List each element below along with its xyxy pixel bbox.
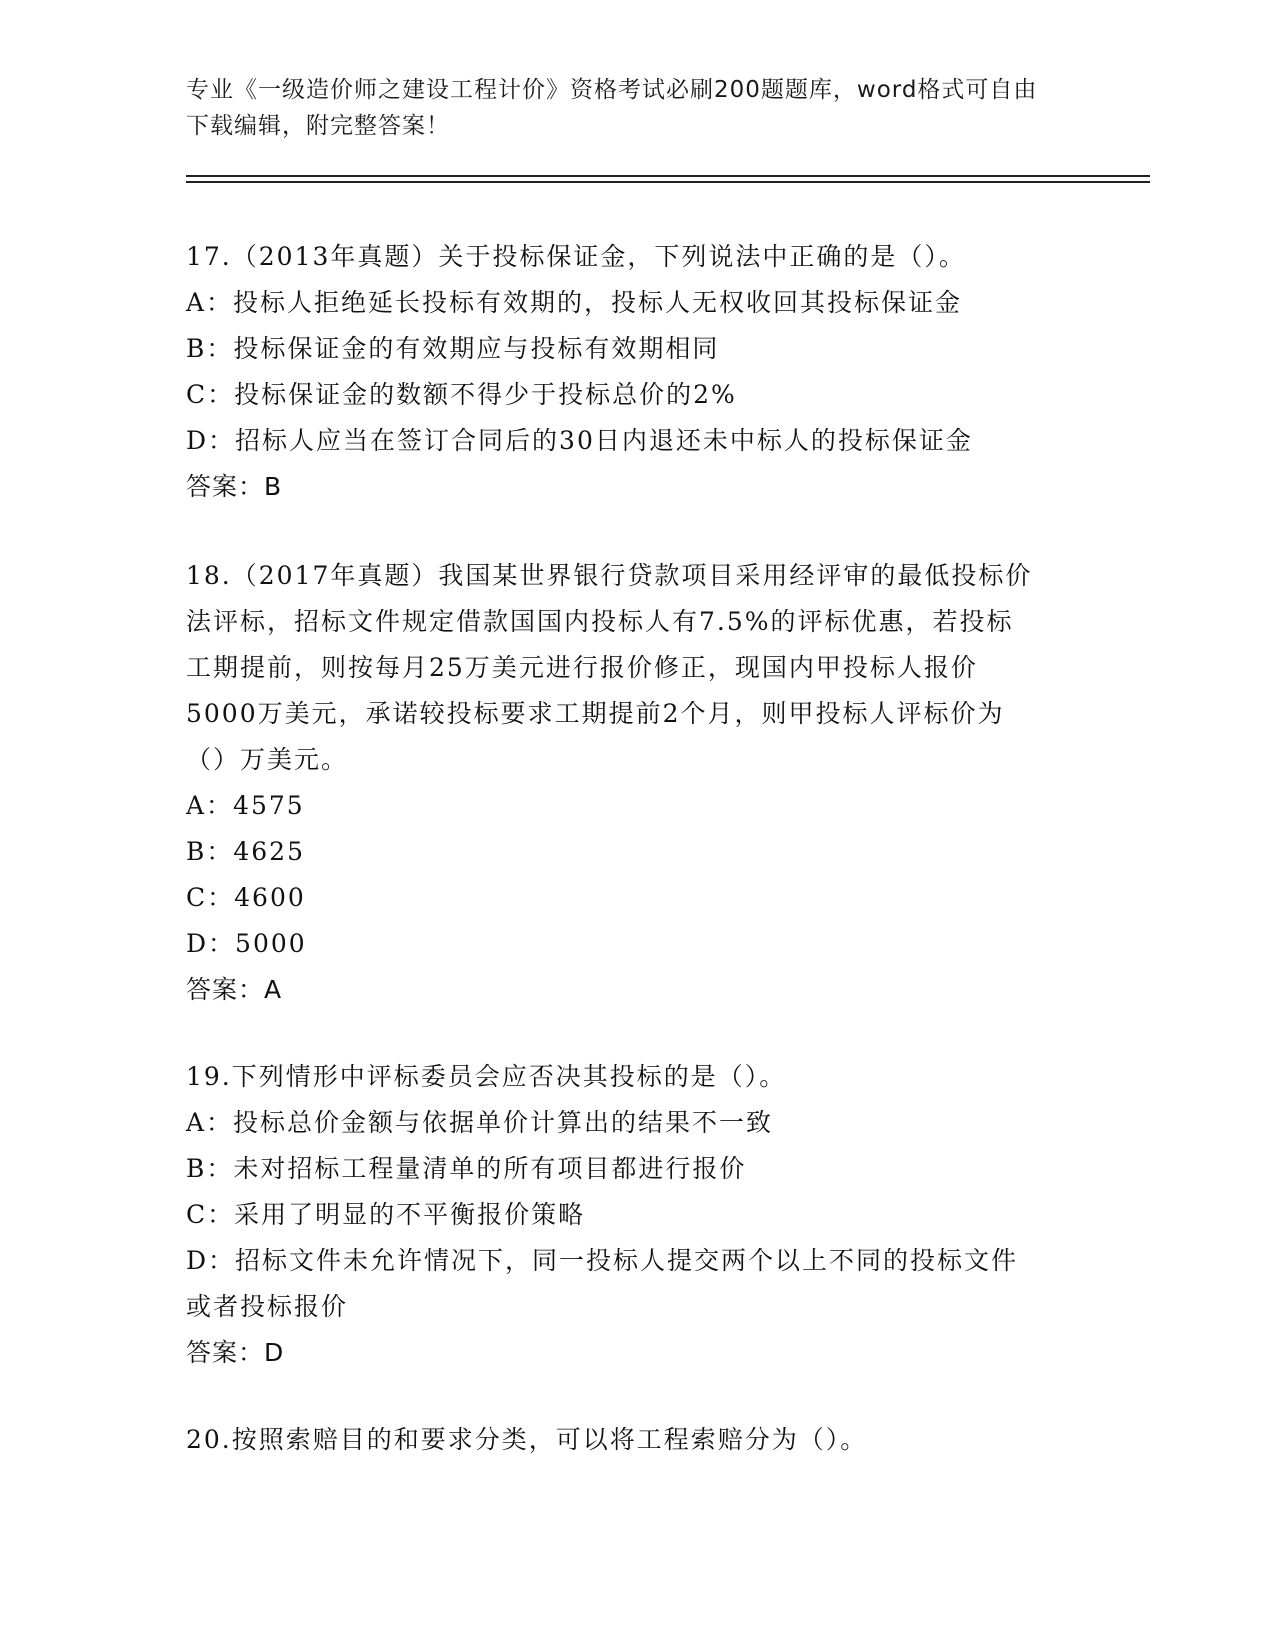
option-a: A：投标人拒绝延长投标有效期的，投标人无权收回其投标保证金 [186, 288, 963, 317]
option-c: C：采用了明显的不平衡报价策略 [186, 1200, 586, 1229]
answer: 答案：D [186, 1338, 285, 1367]
header-divider-bottom [186, 181, 1150, 183]
option-b: B：投标保证金的有效期应与投标有效期相同 [186, 334, 720, 363]
question-stem-line-1: 18.（2017年真题）我国某世界银行贷款项目采用经评审的最低投标价 [186, 561, 1033, 590]
header-divider-top [186, 175, 1150, 177]
question-stem: 20.按照索赔目的和要求分类，可以将工程索赔分为（）。 [186, 1425, 868, 1454]
option-d: D：招标人应当在签订合同后的30日内退还未中标人的投标保证金 [186, 426, 973, 455]
option-d: D：5000 [186, 929, 307, 958]
option-a: A：4575 [186, 791, 305, 820]
question-stem-line-3: 工期提前，则按每月25万美元进行报价修正，现国内甲投标人报价 [186, 653, 978, 682]
question-stem: 17.（2013年真题）关于投标保证金，下列说法中正确的是（）。 [186, 242, 966, 271]
option-b: B：4625 [186, 837, 305, 866]
question-19 [186, 1054, 1086, 1376]
answer: 答案：B [186, 472, 283, 501]
answer: 答案：A [186, 975, 283, 1004]
header-line-2: 下载编辑，附完整答案！ [186, 113, 450, 139]
option-a: A：投标总价金额与依据单价计算出的结果不一致 [186, 1108, 774, 1137]
question-17 [186, 234, 1086, 510]
option-c: C：4600 [186, 883, 306, 912]
option-b: B：未对招标工程量清单的所有项目都进行报价 [186, 1154, 747, 1183]
question-20 [186, 1417, 1086, 1463]
header-line-1: 专业《一级造价师之建设工程计价》资格考试必刷200题题库，word格式可自由 [186, 77, 1038, 103]
question-stem-line-4: 5000万美元，承诺较投标要求工期提前2个月，则甲投标人评标价为 [186, 699, 1005, 728]
document-header [186, 72, 1086, 144]
option-d-continuation: 或者投标报价 [186, 1292, 349, 1321]
option-d: D：招标文件未允许情况下，同一投标人提交两个以上不同的投标文件 [186, 1246, 1019, 1275]
option-c: C：投标保证金的数额不得少于投标总价的2% [186, 380, 737, 409]
question-stem: 19.下列情形中评标委员会应否决其投标的是（）。 [186, 1062, 787, 1091]
question-stem-line-5: （）万美元。 [186, 745, 349, 774]
question-stem-line-2: 法评标，招标文件规定借款国国内投标人有7.5%的评标优惠，若投标 [186, 607, 1014, 636]
question-18 [186, 553, 1086, 1013]
